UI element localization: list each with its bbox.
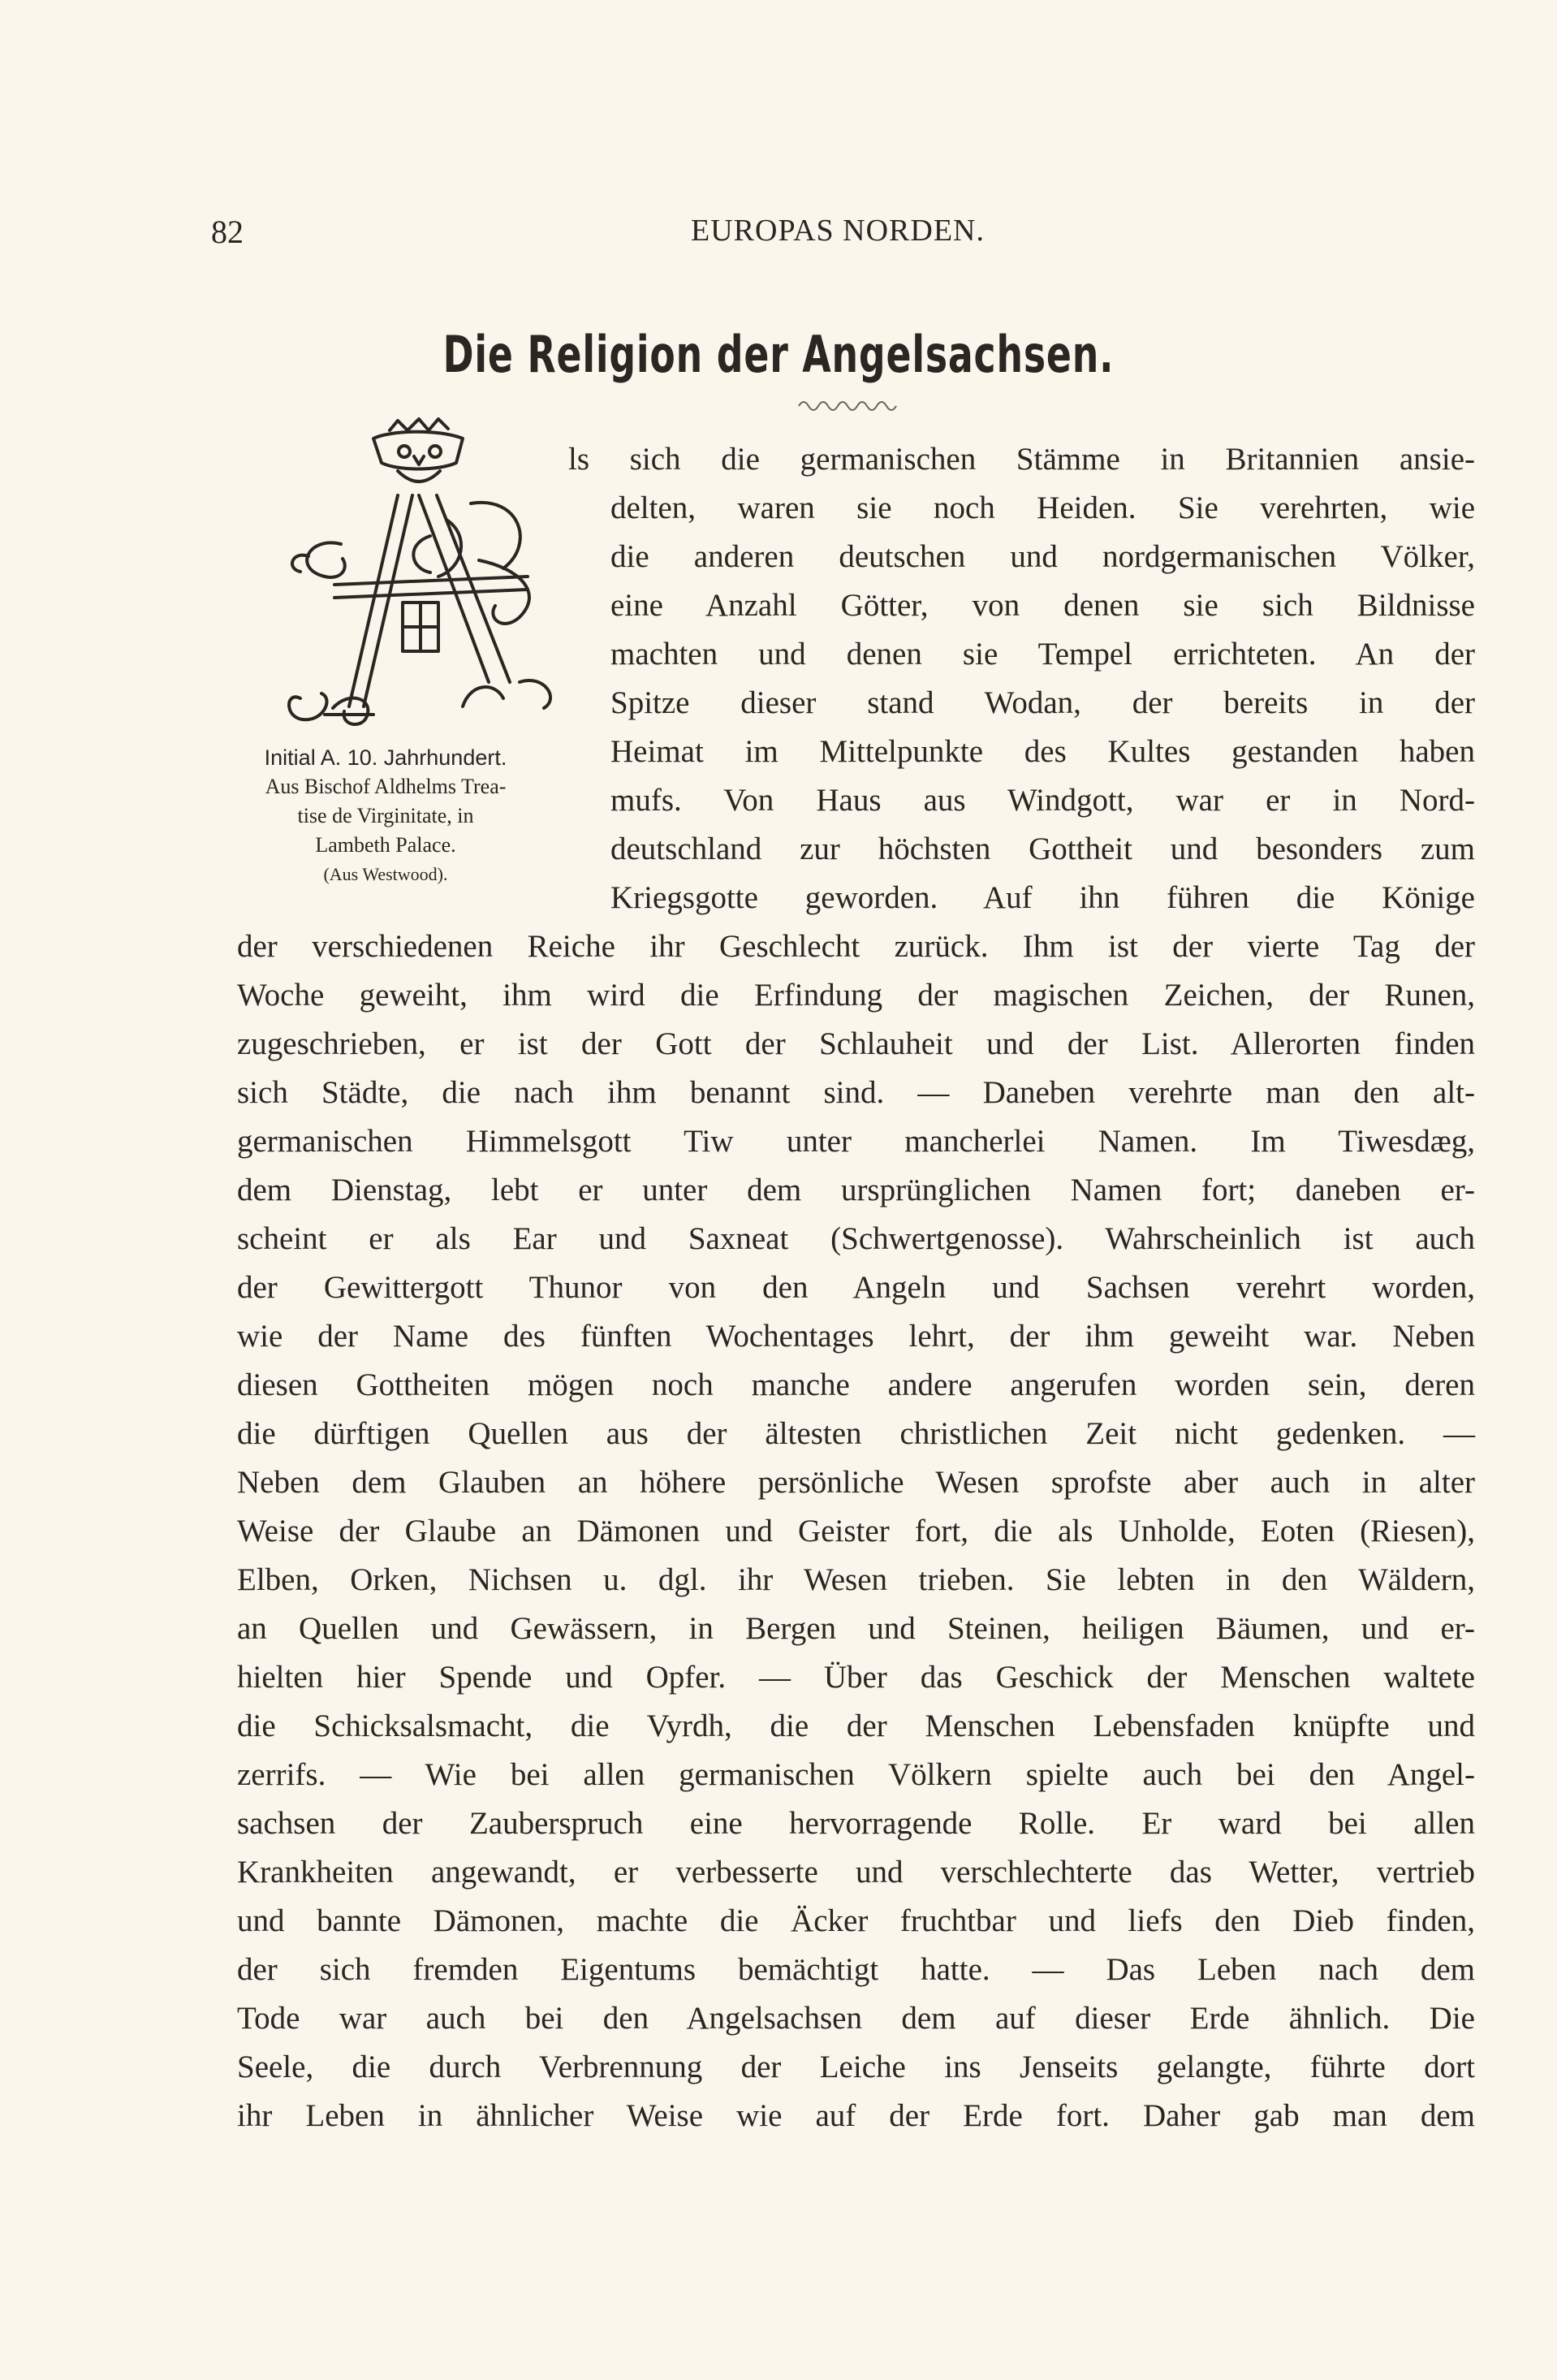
text-line: Krankheiten angewandt, er verbesserte und verschlechterte das Wetter, vertrieb bbox=[237, 1855, 1475, 1890]
text-line: scheint er als Ear und Saxneat (Schwertgenosse). Wahrscheinlich ist auch bbox=[237, 1221, 1475, 1256]
caption-line: (Aus Westwood). bbox=[323, 864, 448, 884]
text-line: Neben dem Glauben an höhere persönliche Wesen sprofste aber auch in alter bbox=[237, 1465, 1475, 1500]
caption-line: tise de Virginitate, in bbox=[297, 804, 474, 827]
text-line: und bannte Dämonen, machte die Äcker fruchtbar und liefs den Dieb finden, bbox=[237, 1903, 1475, 1938]
text-line: delten, waren sie noch Heiden. Sie verehrten, wie bbox=[610, 490, 1475, 525]
text-line: Elben, Orken, Nichsen u. dgl. ihr Wesen trieben. Sie lebten in den Wäldern, bbox=[237, 1562, 1475, 1597]
text-line: machten und denen sie Tempel errichteten. An der bbox=[610, 637, 1475, 672]
text-line: der Gewittergott Thunor von den Angeln und Sachsen verehrt worden, bbox=[237, 1270, 1475, 1305]
text-line: diesen Gottheiten mögen noch manche andere angerufen worden sein, deren bbox=[237, 1367, 1475, 1402]
caption-line: Lambeth Palace. bbox=[315, 833, 456, 857]
text-line: ihr Leben in ähnlicher Weise wie auf der Erde fort. Daher gab man dem bbox=[237, 2098, 1475, 2133]
text-line: Weise der Glaube an Dämonen und Geister fort, die als Unholde, Eoten (Riesen), bbox=[237, 1514, 1475, 1549]
caption-line: Aus Bischof Aldhelms Trea- bbox=[265, 775, 507, 798]
text-line: Heimat im Mittelpunkte des Kultes gestanden haben bbox=[610, 734, 1475, 769]
text-line: zugeschrieben, er ist der Gott der Schlauheit und der List. Allerorten finden bbox=[237, 1026, 1475, 1061]
running-title: EUROPAS NORDEN. bbox=[691, 214, 985, 248]
text-line: mufs. Von Haus aus Windgott, war er in Nord- bbox=[610, 783, 1475, 818]
figure-caption bbox=[227, 743, 544, 889]
text-line: die Schicksalsmacht, die Vyrdh, die der Menschen Lebensfaden knüpfte und bbox=[237, 1708, 1475, 1743]
text-line: sich Städte, die nach ihm benannt sind. — Daneben verehrte man den alt- bbox=[237, 1075, 1475, 1110]
text-line: hielten hier Spende und Opfer. — Über das Geschick der Menschen waltete bbox=[237, 1660, 1475, 1695]
text-line: Seele, die durch Verbrennung der Leiche ins Jenseits gelangte, führte dort bbox=[237, 2050, 1475, 2084]
text-line: eine Anzahl Götter, von denen sie sich Bildnisse bbox=[610, 588, 1475, 623]
title-ornament bbox=[797, 396, 903, 411]
article-title: Die Religion der Angelsachsen. bbox=[442, 325, 1115, 384]
text-line: Spitze dieser stand Wodan, der bereits in der bbox=[610, 685, 1475, 720]
text-line: wie der Name des fünften Wochentages lehrt, der ihm geweiht war. Neben bbox=[237, 1319, 1475, 1354]
text-line: die anderen deutschen und nordgermanischen Völker, bbox=[610, 539, 1475, 574]
caption-line: Initial A. 10. Jahrhundert. bbox=[264, 745, 507, 770]
text-line: der sich fremden Eigentums bemächtigt hatte. — Das Leben nach dem bbox=[237, 1952, 1475, 1987]
text-line: dem Dienstag, lebt er unter dem ursprünglichen Namen fort; daneben er- bbox=[237, 1173, 1475, 1207]
text-line: die dürftigen Quellen aus der ältesten christlichen Zeit nicht gedenken. — bbox=[237, 1416, 1475, 1451]
text-line: germanischen Himmelsgott Tiw unter mancherlei Namen. Im Tiwesdæg, bbox=[237, 1124, 1475, 1159]
text-line: Tode war auch bei den Angelsachsen dem auf dieser Erde ähnlich. Die bbox=[237, 2001, 1475, 2036]
text-line: deutschland zur höchsten Gottheit und besonders zum bbox=[610, 831, 1475, 866]
text-line: sachsen der Zauberspruch eine hervorragende Rolle. Er ward bei allen bbox=[237, 1806, 1475, 1841]
text-line: Kriegsgotte geworden. Auf ihn führen die Könige bbox=[610, 880, 1475, 915]
page-number: 82 bbox=[211, 214, 244, 250]
text-line: zerrifs. — Wie bei allen germanischen Völkern spielte auch bei den Angel- bbox=[237, 1757, 1475, 1792]
text-line: der verschiedenen Reiche ihr Geschlecht zurück. Ihm ist der vierte Tag der bbox=[237, 929, 1475, 964]
text-line: ls sich die germanischen Stämme in Britannien ansie- bbox=[568, 442, 1475, 477]
text-line: Woche geweiht, ihm wird die Erfindung der magischen Zeichen, der Runen, bbox=[237, 978, 1475, 1013]
initial-a-illumination bbox=[276, 414, 584, 731]
text-line: an Quellen und Gewässern, in Bergen und Steinen, heiligen Bäumen, und er- bbox=[237, 1611, 1475, 1646]
